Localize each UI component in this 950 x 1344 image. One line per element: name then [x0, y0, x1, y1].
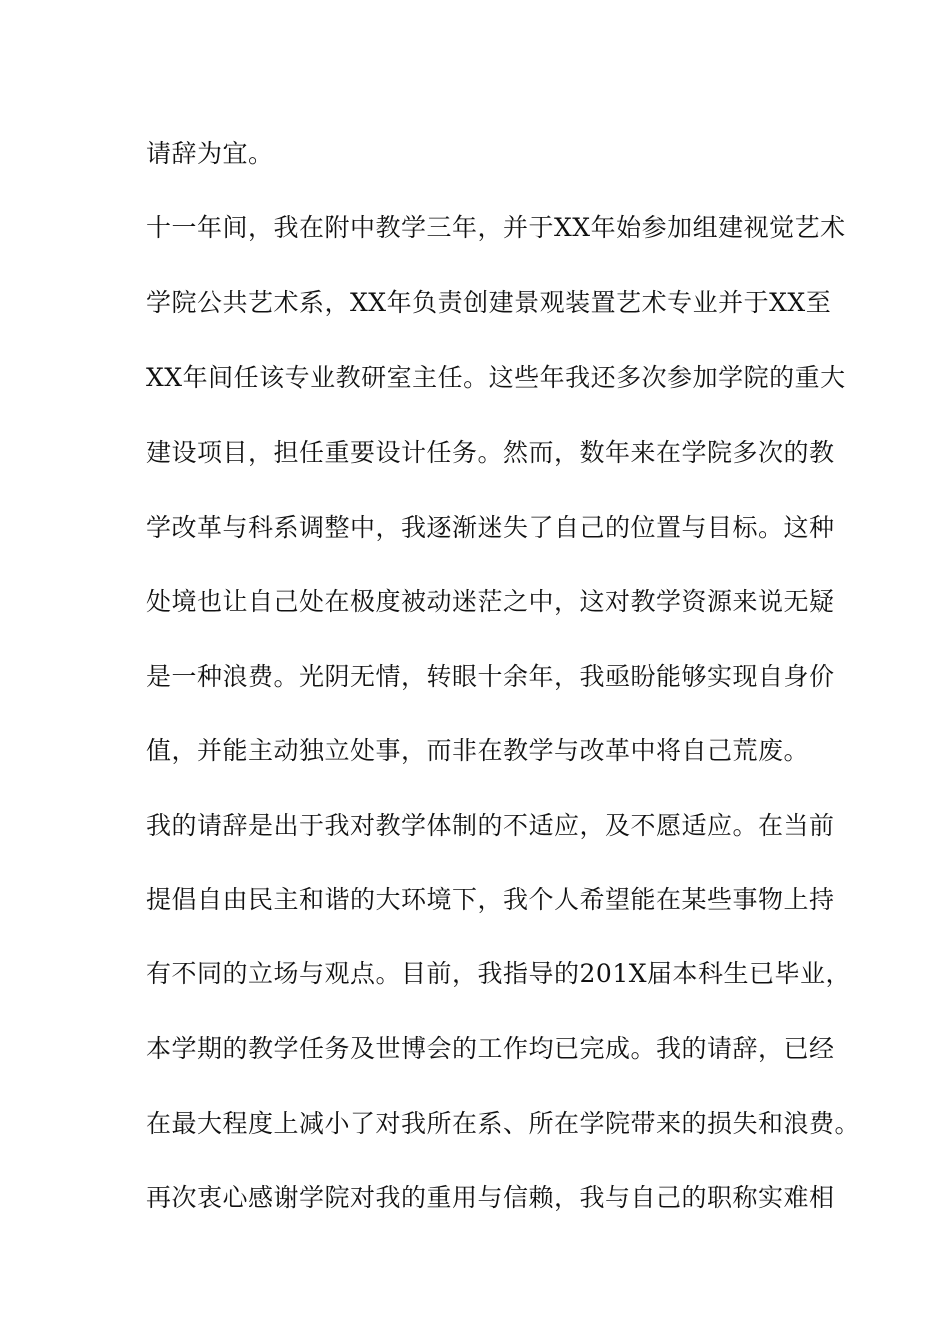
text-line-6: 学改革与科系调整中，我逐渐迷失了自己的位置与目标。这种 — [146, 513, 835, 542]
text-line-15: 再次衷心感谢学院对我的重用与信赖，我与自己的职称实难相 — [146, 1183, 835, 1212]
text-line-4: XX年间任该专业教研室主任。这些年我还多次参加学院的重大 — [146, 363, 846, 392]
text-line-14: 在最大程度上减小了对我所在系、所在学院带来的损失和浪费。 — [146, 1109, 861, 1138]
text-line-10: 我的请辞是出于我对教学体制的不适应，及不愿适应。在当前 — [146, 811, 835, 840]
text-line-11: 提倡自由民主和谐的大环境下，我个人希望能在某些事物上持 — [146, 885, 835, 914]
text-line-2: 十一年间，我在附中教学三年，并于XX年始参加组建视觉艺术 — [146, 213, 846, 242]
text-line-9: 值，并能主动独立处事，而非在教学与改革中将自己荒废。 — [146, 736, 810, 765]
text-line-1: 请辞为宜。 — [146, 139, 274, 168]
text-line-7: 处境也让自己处在极度被动迷茫之中，这对教学资源来说无疑 — [146, 587, 835, 616]
text-line-8: 是一种浪费。光阴无情，转眼十余年，我亟盼能够实现自身价 — [146, 662, 835, 691]
text-line-12: 有不同的立场与观点。目前，我指导的201X届本科生已毕业， — [146, 959, 852, 988]
text-line-5: 建设项目，担任重要设计任务。然而，数年来在学院多次的教 — [146, 438, 835, 467]
text-line-3: 学院公共艺术系，XX年负责创建景观装置艺术专业并于XX至 — [146, 288, 832, 317]
text-line-13: 本学期的教学任务及世博会的工作均已完成。我的请辞，已经 — [146, 1034, 835, 1063]
